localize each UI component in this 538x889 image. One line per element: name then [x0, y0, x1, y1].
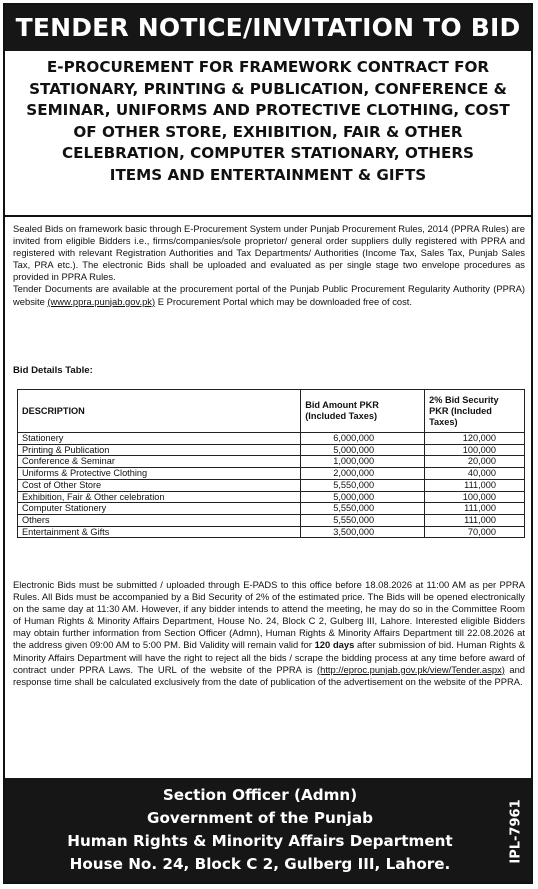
- row-amount: 5,000,000: [301, 444, 425, 456]
- notice-subject: [13, 57, 523, 186]
- tender-notice: [3, 3, 533, 884]
- intro-paragraph: [13, 223, 525, 308]
- signature-block: [5, 778, 531, 884]
- row-security: 111,000: [425, 503, 525, 515]
- table-row: [18, 468, 525, 480]
- table-row: [18, 514, 525, 526]
- row-description: Cost of Other Store: [18, 479, 301, 491]
- divider: [5, 215, 531, 217]
- row-security: 111,000: [425, 514, 525, 526]
- row-description: Printing & Publication: [18, 444, 301, 456]
- table-row: [18, 491, 525, 503]
- row-description: Conference & Seminar: [18, 456, 301, 468]
- row-description: Stationery: [18, 433, 301, 445]
- row-description: Uniforms & Protective Clothing: [18, 468, 301, 480]
- row-amount: 5,000,000: [301, 491, 425, 503]
- row-amount: 6,000,000: [301, 433, 425, 445]
- bid-details-table: [17, 389, 525, 538]
- table-header-row: [18, 390, 525, 433]
- intro-text: Tender Documents are available at the procurement portal of the Punjab Public Procurement Regularity Authority (PPRA) website: [13, 283, 525, 307]
- subject-line: OF OTHER STORE, EXHIBITION, FAIR & OTHER: [73, 122, 463, 141]
- row-amount: 3,500,000: [301, 526, 425, 538]
- signatory-title: Section Officer (Admn): [162, 786, 358, 804]
- row-security: 120,000: [425, 433, 525, 445]
- table-row: [18, 479, 525, 491]
- terms-text: and response time shall be calculated exclusively from the date of publication of the advertisement on the website of the PPRA.: [13, 663, 526, 687]
- notice-title: TENDER NOTICE/INVITATION TO BID: [5, 5, 531, 51]
- table-row: [18, 444, 525, 456]
- row-amount: 5,550,000: [301, 514, 425, 526]
- terms-paragraph: [13, 579, 525, 688]
- subject-line: CELEBRATION, COMPUTER STATIONARY, OTHERS: [62, 144, 474, 162]
- subject-line: ITEMS AND ENTERTAINMENT & GIFTS: [109, 165, 427, 184]
- terms-text: Electronic Bids must be submitted / uploaded through E-PADS to this office before 18.08.2026 at 11:00 AM as per PPRA Rules. All Bids must be accompanied by a Bid Security of 2% of the estimated price. The Bids will be opened electronically on the same day at 11:30 AM. However, if any bidder intends to attend the meeting, he may do so in the Committee Room of Human Rights & Minority Affairs Department, House No. 24, Block C 2, Gulberg III, Lahore. Interested eligible Bidders may obtain further information from Section Officer (Admn), Human Rights & Minority Affairs Department till 22.08.2026 at the address given 09:00 AM to 5:00 PM. Bid Validity will remain valid for: [13, 579, 525, 651]
- header-amount: Bid Amount PKR (Included Taxes): [301, 390, 425, 433]
- table-row: [18, 503, 525, 515]
- row-security: 100,000: [425, 491, 525, 503]
- ipl-reference: [505, 784, 527, 878]
- table-row: [18, 456, 525, 468]
- row-security: 100,000: [425, 444, 525, 456]
- row-security: 70,000: [425, 526, 525, 538]
- row-description: Computer Stationery: [18, 503, 301, 515]
- ipl-reference-text: IPL-7961: [508, 798, 524, 864]
- row-security: 111,000: [425, 479, 525, 491]
- eproc-tender-link[interactable]: (http://eproc.punjab.gov.pk/view/Tender.aspx): [316, 663, 505, 675]
- table-row: [18, 526, 525, 538]
- row-security: 20,000: [425, 456, 525, 468]
- header-description: DESCRIPTION: [18, 390, 301, 433]
- intro-text: E Procurement Portal which may be downloaded free of cost.: [155, 295, 413, 307]
- row-description: Others: [18, 514, 301, 526]
- intro-text: Sealed Bids on framework basic through E-Procurement System under Punjab Procurement Rules, 2014 (PPRA Rules) are invited from eligible Bidders i.e., firms/companies/sole proprietor/ general order suppliers dully registered with PPRA and registered with relevant Registration Authorities and Tax Departments/ Authorities (Income Tax, Sales Tax, Punjab Sales Tax, PRA etc.). The electronic Bids shall be uploaded and evaluated as per single stage two envelope procedures as provided in PPRA Rules.: [13, 223, 525, 283]
- header-security: 2% Bid Security PKR (Included Taxes): [425, 390, 525, 433]
- ppra-website-link[interactable]: (www.ppra.punjab.gov.pk): [47, 295, 156, 307]
- terms-text: after submission of bid. Human Rights & Minority Affairs Department will have the right to reject all the bids / scrape the bidding process at any time before award of contract under PPRA Laws. The URL of the website of the PPRA is: [13, 639, 525, 675]
- row-amount: 5,550,000: [301, 503, 425, 515]
- signatory-department: Human Rights & Minority Affairs Department: [67, 832, 453, 850]
- subject-line: E-PROCUREMENT FOR FRAMEWORK CONTRACT FOR: [46, 58, 490, 76]
- row-amount: 5,550,000: [301, 479, 425, 491]
- row-amount: 1,000,000: [301, 456, 425, 468]
- bid-validity-period: 120 days: [314, 639, 355, 651]
- row-amount: 2,000,000: [301, 468, 425, 480]
- row-description: Exhibition, Fair & Other celebration: [18, 491, 301, 503]
- table-row: [18, 433, 525, 445]
- subject-line: SEMINAR, UNIFORMS AND PROTECTIVE CLOTHING, COST: [26, 101, 510, 119]
- signatory-govt: Government of the Punjab: [147, 809, 373, 827]
- subject-line: STATIONARY, PRINTING & PUBLICATION, CONFERENCE &: [29, 79, 507, 98]
- row-security: 40,000: [425, 468, 525, 480]
- row-description: Entertainment & Gifts: [18, 526, 301, 538]
- signatory-address: House No. 24, Block C 2, Gulberg III, Lahore.: [69, 855, 451, 873]
- bid-table-label: Bid Details Table:: [13, 365, 93, 376]
